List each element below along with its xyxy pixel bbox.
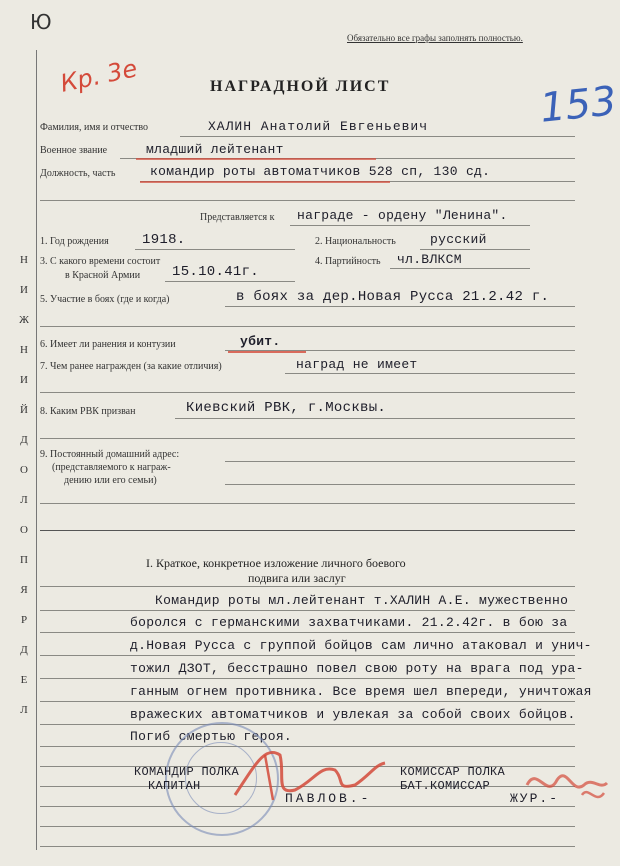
signature-right-rank: БАТ.КОМИССАР — [400, 779, 491, 793]
signature-left-title: КОМАНДИР ПОЛКА — [134, 765, 240, 779]
sidebar-letter: О — [20, 464, 28, 476]
sidebar-letter: Л — [20, 704, 28, 716]
narrative-line: вражеских автоматчиков и увлекая за собой своих бойцов. — [130, 707, 576, 722]
name-value: ХАЛИН Анатолий Евгеньевич — [208, 119, 429, 134]
battles-label: 5. Участие в боях (где и когда) — [40, 294, 170, 305]
award-value: награде - ордену "Ленина". — [297, 208, 508, 223]
wounds-label: 6. Имеет ли ранения и контузии — [40, 339, 176, 350]
award-label: Представляется к — [200, 212, 275, 223]
birth-label: 1. Год рождения — [40, 236, 109, 247]
wounds-underline-red — [228, 351, 306, 353]
narrative-line: Погиб смертью героя. — [130, 729, 293, 744]
handwritten-signature-right — [522, 755, 612, 815]
signature-left-rank: КАПИТАН — [148, 779, 201, 793]
prev-awards-value: наград не имеет — [296, 357, 418, 372]
service-label-1: 3. С какого времени состоит — [40, 256, 161, 267]
nationality-value: русский — [430, 232, 487, 247]
rank-underline-red — [136, 158, 376, 160]
signature-right-name: ЖУР.- — [510, 791, 560, 806]
sidebar-letter: Е — [20, 674, 28, 686]
handwritten-signature-left — [225, 735, 395, 815]
service-value: 15.10.41г. — [172, 264, 260, 280]
section-heading-1: I. Краткое, конкретное изложение личного боевого — [146, 556, 406, 570]
rank-label: Военное звание — [40, 145, 108, 156]
narrative-line: тожил ДЗОТ, бесстрашно повел свою роту на врага под ура- — [130, 661, 584, 676]
top-note: Обязательно все графы заполнять полностью. — [347, 33, 523, 43]
narrative-line: боролся с германскими захватчиками. 21.2.42г. в бою за — [130, 615, 568, 630]
nationality-label: 2. Национальность — [315, 236, 396, 247]
post-value: командир роты автоматчиков 528 сп, 130 сд. — [150, 164, 491, 179]
page-title: НАГРАДНОЙ ЛИСТ — [210, 78, 391, 95]
birth-value: 1918. — [142, 232, 186, 248]
address-label-3: дению или его семьи) — [64, 475, 157, 486]
sidebar-letter: Р — [20, 614, 28, 626]
service-label-2: в Красной Армии — [65, 270, 141, 281]
sidebar-letter: Д — [20, 434, 28, 446]
post-label: Должность, часть — [40, 168, 116, 179]
sidebar-vertical-text — [18, 245, 30, 725]
sidebar-letter: Л — [20, 494, 28, 506]
section-heading-2: подвига или заслуг — [248, 571, 346, 585]
prev-awards-label: 7. Чем ранее награжден (за какие отличия) — [40, 361, 222, 372]
address-label-1: 9. Постоянный домашний адрес: — [40, 449, 180, 460]
sidebar-letter: Я — [20, 584, 28, 596]
sidebar-letter: И — [20, 284, 28, 296]
sidebar-letter: И — [20, 374, 28, 386]
handwritten-note-red: Кр. 3е — [57, 54, 140, 98]
corner-mark: Ю — [30, 10, 52, 34]
name-label: Фамилия, имя и отчество — [40, 122, 149, 133]
sidebar-letter: О — [20, 524, 28, 536]
sidebar-letter: Ж — [19, 314, 29, 326]
narrative-line: д.Новая Русса с группой бойцов сам лично атаковал и унич- — [130, 638, 592, 653]
wounds-value: убит. — [240, 334, 281, 349]
handwritten-number-blue: 153 — [537, 78, 619, 132]
narrative-line: Командир роты мл.лейтенант т.ХАЛИН А.Е. мужественно — [155, 593, 569, 608]
rvk-label: 8. Каким РВК призван — [40, 406, 136, 417]
post-underline-red — [140, 181, 390, 183]
sidebar-letter: Н — [20, 254, 28, 266]
party-label: 4. Партийность — [315, 256, 381, 267]
sidebar-letter: Н — [20, 344, 28, 356]
battles-value: в боях за дер.Новая Русса 21.2.42 г. — [236, 289, 550, 305]
rank-value: младший лейтенант — [146, 142, 284, 157]
signature-right-title: КОМИССАР ПОЛКА — [400, 765, 506, 779]
sidebar-letter: П — [20, 554, 28, 566]
address-label-2: (представляемого к награж- — [52, 462, 171, 473]
sidebar-letter: Д — [20, 644, 28, 656]
sidebar-letter: Й — [20, 404, 28, 416]
signature-left-name: ПАВЛОВ.- — [285, 791, 372, 806]
rvk-value: Киевский РВК, г.Москвы. — [186, 400, 387, 416]
narrative-line: ганным огнем противника. Все время шел впереди, уничтожая — [130, 684, 592, 699]
party-value: чл.ВЛКСМ — [397, 252, 462, 267]
left-border — [36, 50, 37, 850]
